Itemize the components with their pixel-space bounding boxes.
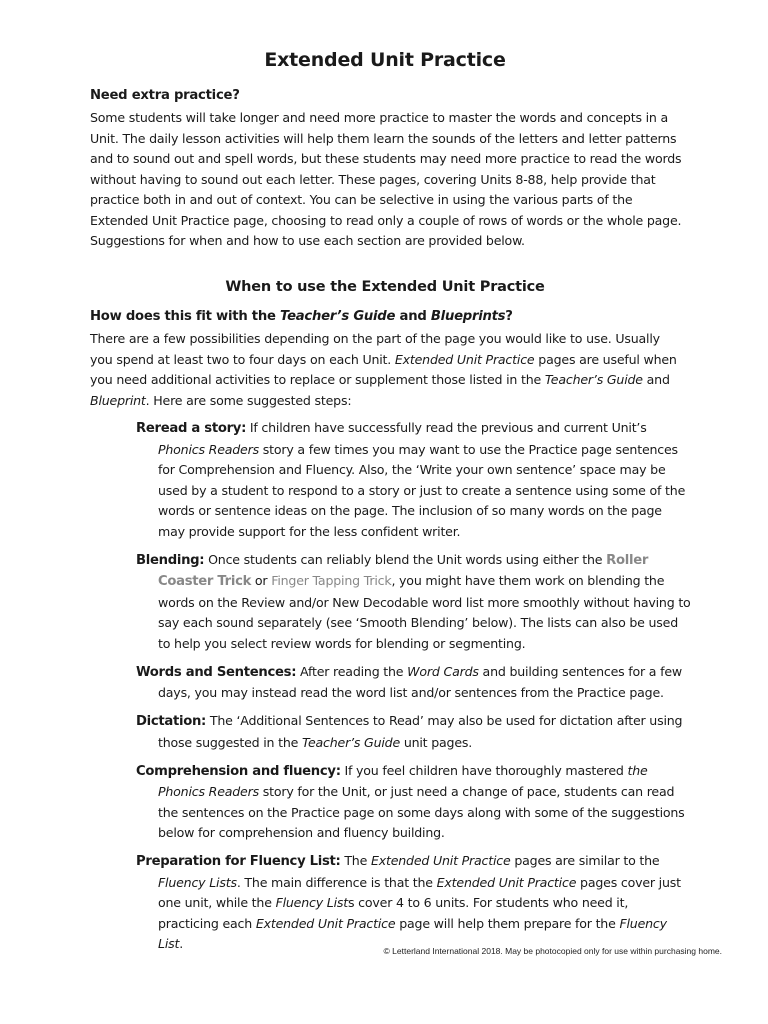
step-fluency-list: Preparation for Fluency List: The Extended Unit Practice pages are similar to the Fluency Lists. The main difference is that the Extended Unit Practice pages cover just one unit, while the Fluency Lists cover 4 to 6 units. For students who need it, practicing each Extended Unit Practice page will help them prepare for the Fluency List. — [136, 853, 681, 951]
step-term: Words and Sentences: — [136, 664, 297, 680]
intro-paragraph: Some students will take longer and need more practice to master the words and concepts in a Unit. The daily lesson activities will help them learn the sounds of the letters and letter patterns and to sound out and spell words, but these students may need more practice to read the words without having to sound out each letter. These pages, covering Units 8-88, help provide that practice both in and out of context. You can be selective in using the various parts of the Extended Unit Practice page, choosing to read only a couple of rows of words or the whole page. Suggestions for when and how to use each section are provided below. — [90, 110, 682, 248]
step-comprehension: Comprehension and fluency: If you feel children have thoroughly mastered the Phonics Readers story for the Unit, or just need a change of pace, students can read the sentences on the Practice page on some days along with some of the suggestions below for comprehension and fluency building. — [136, 762, 685, 840]
page-title: Extended Unit Practice — [264, 49, 506, 71]
intro-heading: Need extra practice? — [90, 88, 240, 103]
fit-paragraph: There are a few possibilities depending on the part of the page you would like to use. Usually you spend at least two to four days on each Unit. Extended Unit Practice pages are useful when you need additional activities to replace or supplement those listed in the Teacher’s Guide and Blueprint. Here are some suggested steps: — [90, 331, 677, 408]
step-dictation: Dictation: The ‘Additional Sentences to Read’ may also be used for dictation after using those suggested in the Teacher’s Guide unit pages. — [136, 713, 683, 750]
step-term: Blending: — [136, 552, 205, 568]
step-term: Comprehension and fluency: — [136, 763, 341, 779]
step-blending: Blending: Once students can reliably blend the Unit words using either the Roller Coaster Trick or Finger Tapping Trick, you might have them work on blending the words on the Review and/or New Decodable word list more smoothly without having to say each sound separately (see ‘Smooth Blending’ below). The lists can also be used to help you select review words for blending or segmenting. — [136, 551, 691, 651]
section-title: When to use the Extended Unit Practice — [225, 279, 545, 295]
suggested-steps — [136, 418, 691, 962]
step-term: Reread a story: — [136, 421, 247, 436]
step-reread: Reread a story: If children have successfully read the previous and current Unit’s Phonics Readers story a few times you may want to use the Practice page sentences for Comprehension and Fluency. Also, the ‘Write your own sentence’ space may be used by a student to respond to a story or just to create a sentence using some of the words or sentence ideas on the page. The inclusion of so many words on the page may provide support for the less confident writer. — [136, 420, 686, 539]
step-words-and-sentences: Words and Sentences: After reading the Word Cards and building sentences for a few days, you may instead read the word list and/or sentences from the Practice page. — [136, 663, 683, 700]
step-term: Preparation for Fluency List: — [136, 854, 341, 869]
finger-tapping-trick-link[interactable]: Finger Tapping Trick — [271, 573, 392, 588]
fit-heading: How does this fit with the Teacher’s Guide and Blueprints? — [90, 309, 513, 324]
roller-coaster-trick-link[interactable]: Roller Coaster Trick — [158, 552, 649, 589]
copyright-footer: © Letterland International 2018. May be photocopied only for use within purchasing home. — [383, 946, 722, 956]
step-term: Dictation: — [136, 714, 207, 729]
